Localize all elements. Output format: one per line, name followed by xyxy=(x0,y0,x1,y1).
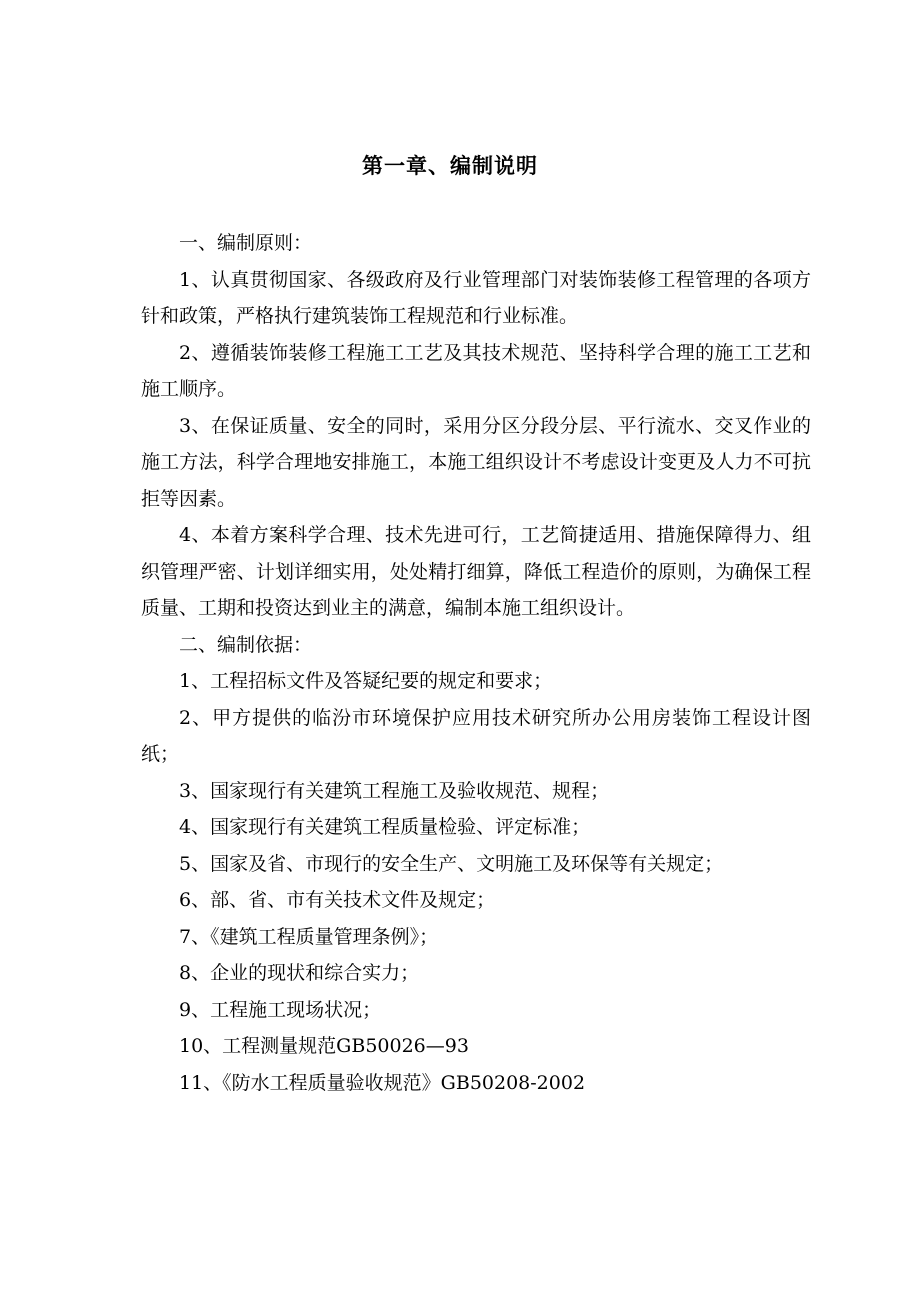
section-heading-basis: 二、编制依据： xyxy=(179,633,313,656)
principle-item: 1、认真贯彻国家、各级政府及行业管理部门对装饰装修工程管理的各项方针和政策，严格执行建筑装饰工程规范和行业标准。 xyxy=(141,268,811,327)
basis-item: 8、企业的现状和综合实力； xyxy=(179,962,420,984)
basis-item: 11、《防水工程质量验收规范》GB50208-2002 xyxy=(179,1071,586,1094)
basis-item: 10、工程测量规范GB50026—93 xyxy=(179,1035,469,1057)
section-heading-principles: 一、编制原则： xyxy=(179,232,313,254)
basis-item: 4、国家现行有关建筑工程质量检验、评定标准； xyxy=(179,816,591,838)
basis-item: 7、《建筑工程质量管理条例》； xyxy=(179,925,439,948)
principle-item: 3、在保证质量、安全的同时，采用分区分段分层、平行流水、交叉作业的施工方法，科学合理地安排施工，本施工组织设计不考虑设计变更及人力不可抗拒等因素。 xyxy=(141,414,811,510)
basis-item: 3、国家现行有关建筑工程施工及验收规范、规程； xyxy=(179,779,610,802)
principle-item: 4、本着方案科学合理、技术先进可行，工艺简捷适用、措施保障得力、组织管理严密、计划详细实用，处处精打细算，降低工程造价的原则，为确保工程质量、工期和投资达到业主的满意，编制本施工组织设计。 xyxy=(141,524,811,619)
basis-item: 9、工程施工现场状况； xyxy=(179,998,382,1021)
principle-item: 2、遵循装饰装修工程施工工艺及其技术规范、坚持科学合理的施工工艺和施工顺序。 xyxy=(141,341,811,400)
basis-item: 6、部、省、市有关技术文件及规定； xyxy=(179,889,496,911)
document-body xyxy=(141,225,811,1101)
basis-item: 1、工程招标文件及答疑纪要的规定和要求； xyxy=(179,670,553,692)
basis-item: 5、国家及省、市现行的安全生产、文明施工及环保等有关规定； xyxy=(179,852,724,875)
basis-item: 2、甲方提供的临汾市环境保护应用技术研究所办公用房装饰工程设计图纸； xyxy=(141,706,811,765)
chapter-title: 第一章、编制说明 xyxy=(362,153,538,178)
